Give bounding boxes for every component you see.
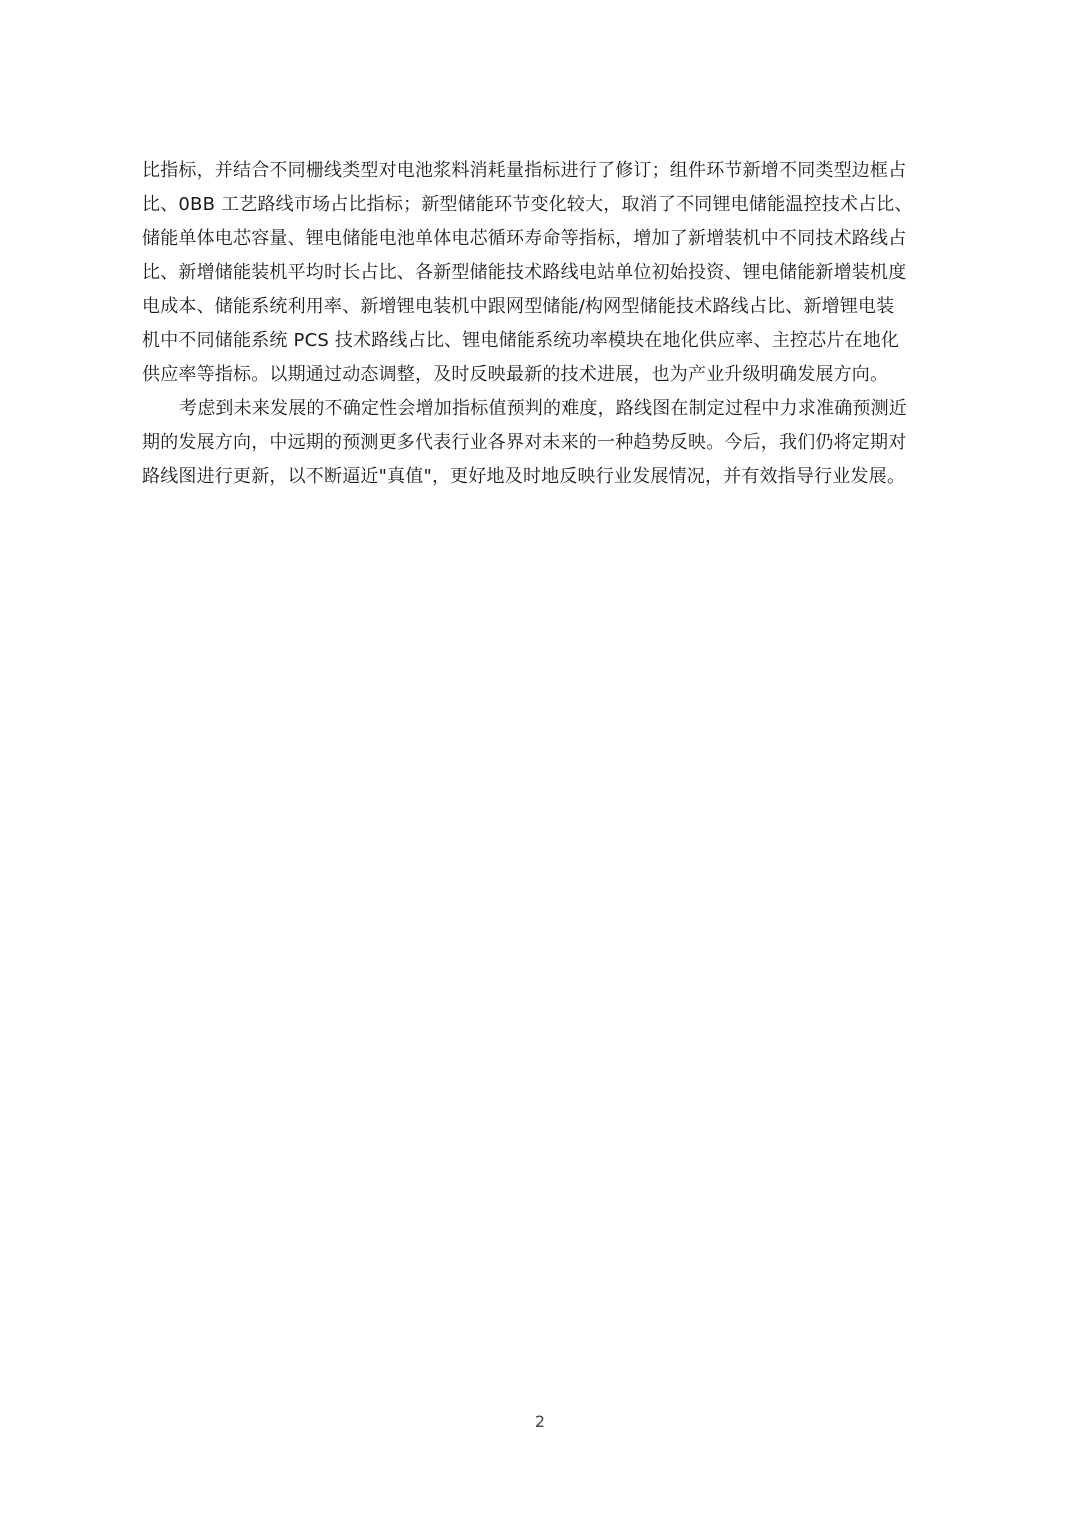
- text-line: 考虑到未来发展的不确定性会增加指标值预判的难度，路线图在制定过程中力求准确预测近: [179, 398, 907, 419]
- text-line: 供应率等指标。以期通过动态调整，及时反映最新的技术进展，也为产业升级明确发展方向。: [142, 364, 889, 385]
- text-line: 比、新增储能装机平均时长占比、各新型储能技术路线电站单位初始投资、锂电储能新增装机度: [142, 262, 907, 283]
- body-text: [142, 154, 942, 494]
- text-line: 比、0BB 工艺路线市场占比指标；新型储能环节变化较大，取消了不同锂电储能温控技术占比、: [142, 194, 913, 215]
- text-line: 电成本、储能系统利用率、新增锂电装机中跟网型储能/构网型储能技术路线占比、新增锂电装: [142, 296, 895, 317]
- text-line: 路线图进行更新，以不断逼近"真值"，更好地及时地反映行业发展情况，并有效指导行业发展。: [142, 466, 906, 487]
- text-line: 机中不同储能系统 PCS 技术路线占比、锂电储能系统功率模块在地化供应率、主控芯片在地化: [142, 330, 900, 351]
- text-line: 期的发展方向，中远期的预测更多代表行业各界对未来的一种趋势反映。今后，我们仍将定期对: [142, 432, 907, 453]
- text-line: 比指标，并结合不同栅线类型对电池浆料消耗量指标进行了修订；组件环节新增不同类型边框占: [142, 160, 907, 181]
- paragraph-1: [142, 154, 942, 392]
- page-number: 2: [534, 1412, 546, 1431]
- text-line: 储能单体电芯容量、锂电储能电池单体电芯循环寿命等指标，增加了新增装机中不同技术路线占: [142, 228, 907, 249]
- paragraph-2: [142, 392, 942, 494]
